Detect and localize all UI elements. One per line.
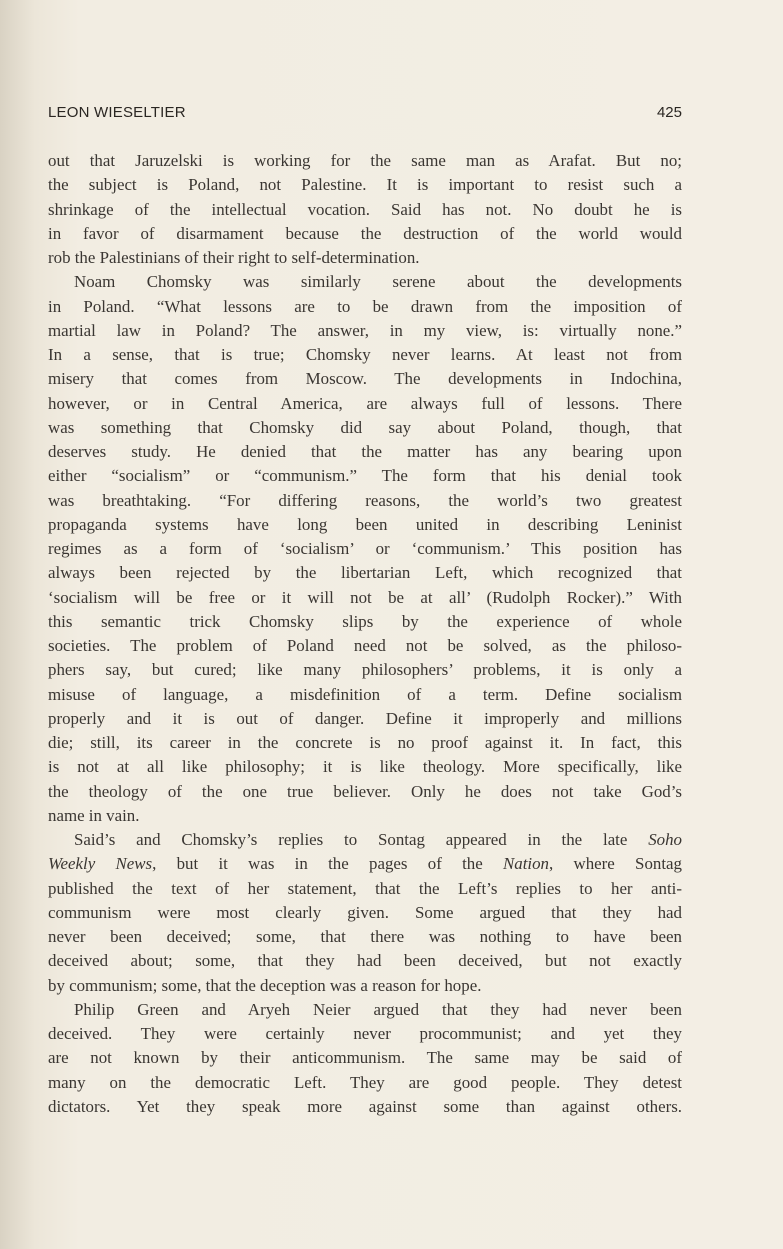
text-line: Noam Chomsky was similarly serene about the developments — [74, 272, 682, 292]
paragraph — [48, 828, 682, 998]
running-head: LEON WIESELTIER — [48, 104, 186, 121]
text-line: shrinkage of the intellectual vocation. Said has not. No doubt he is — [48, 199, 682, 219]
italic-title: Nation — [503, 854, 550, 874]
text-line — [48, 828, 682, 852]
body-text — [48, 149, 682, 1119]
text-line: societies. The problem of Poland need not be solved, as the philoso- — [48, 636, 682, 655]
text-run: , where Sontag — [549, 854, 682, 874]
text-line — [48, 852, 682, 876]
text-run: , but it was in the pages of the — [152, 854, 483, 874]
text-line: propaganda systems have long been united in describing Leninist — [48, 514, 682, 534]
paragraph — [48, 149, 682, 270]
text-line: never been deceived; some, that there was nothing to have been — [48, 927, 682, 946]
text-line: many on the democratic Left. They are good people. They detest — [48, 1072, 682, 1092]
text-line: was something that Chomsky did say about Poland, though, that — [48, 417, 682, 437]
text-line: in favor of disarmament because the destruction of the world would — [48, 223, 682, 243]
paragraph — [48, 270, 682, 828]
text-line: is not at all like philosophy; it is like theology. More specifically, like — [48, 757, 682, 777]
text-line: are not known by their anticommunism. The same may be said of — [48, 1048, 682, 1068]
text-line: martial law in Poland? The answer, in my view, is: virtually none.” — [48, 320, 682, 340]
text-line: deceived. They were certainly never procommunist; and yet they — [48, 1024, 682, 1043]
text-line: always been rejected by the libertarian Left, which recognized that — [48, 563, 682, 583]
paragraph — [48, 998, 682, 1119]
text-line: this semantic trick Chomsky slips by the experience of whole — [48, 611, 682, 631]
text-line: misery that comes from Moscow. The developments in Indochina, — [48, 369, 682, 389]
text-line: in Poland. “What lessons are to be drawn from the imposition of — [48, 296, 682, 316]
page-number: 425 — [656, 104, 682, 121]
text-line: misuse of language, a misdefinition of a term. Define socialism — [48, 684, 682, 704]
italic-title: Weekly News — [48, 854, 153, 874]
text-line: phers say, but cured; like many philosophers’ problems, it is only a — [48, 660, 682, 680]
text-line: ‘socialism will be free or it will not be at all’ (Rudolph Rocker).” With — [48, 587, 682, 607]
italic-title: Soho — [648, 830, 682, 849]
text-line: either “socialism” or “communism.” The form that his denial took — [48, 466, 682, 486]
text-line: name in vain. — [48, 805, 140, 825]
text-run: Said’s and Chomsky’s replies to Sontag appeared in the late — [74, 830, 628, 849]
text-line: rob the Palestinians of their right to self-determination. — [48, 248, 420, 267]
text-line: deceived about; some, that they had been deceived, but not exactly — [48, 951, 682, 971]
text-line: published the text of her statement, that the Left’s replies to her anti- — [48, 878, 682, 898]
text-line: the theology of the one true believer. Only he does not take God’s — [48, 781, 682, 801]
text-line: by communism; some, that the deception was a reason for hope. — [48, 975, 482, 995]
text-line: Philip Green and Aryeh Neier argued that they had never been — [74, 999, 682, 1019]
text-line: properly and it is out of danger. Define it improperly and millions — [48, 708, 682, 728]
text-line: the subject is Poland, not Palestine. It is important to resist such a — [48, 175, 682, 195]
text-line: In a sense, that is true; Chomsky never learns. At least not from — [48, 345, 682, 364]
text-line: out that Jaruzelski is working for the same man as Arafat. But no; — [48, 151, 682, 170]
text-line: however, or in Central America, are always full of lessons. There — [48, 393, 682, 413]
text-line: die; still, its career in the concrete is no proof against it. In fact, this — [48, 733, 682, 752]
text-line: regimes as a form of ‘socialism’ or ‘communism.’ This position has — [48, 539, 682, 558]
text-line: deserves study. He denied that the matter has any bearing upon — [48, 442, 682, 461]
text-line: was breathtaking. “For differing reasons, the world’s two greatest — [48, 490, 682, 510]
text-line: dictators. Yet they speak more against some than against others. — [48, 1096, 682, 1116]
page-header — [48, 104, 682, 124]
text-line: communism were most clearly given. Some argued that they had — [48, 902, 682, 922]
